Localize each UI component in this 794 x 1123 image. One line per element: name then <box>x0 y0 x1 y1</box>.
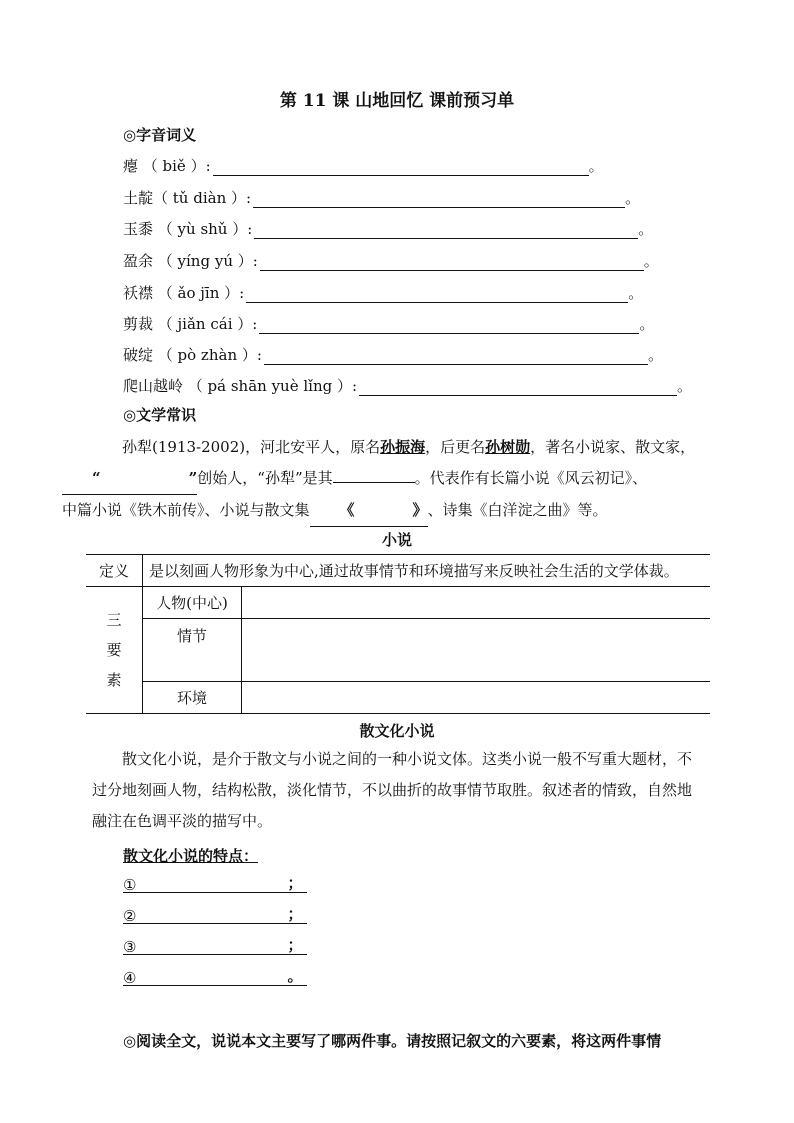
table-row <box>86 619 710 682</box>
vocab-item <box>123 155 604 176</box>
element-setting-answer[interactable] <box>242 682 711 714</box>
literature-paragraph <box>62 432 704 527</box>
original-name: 孙振海 <box>380 438 426 456</box>
feature-end: ； <box>283 907 307 924</box>
three-elements-label <box>86 587 143 714</box>
answer-blank[interactable] <box>213 159 589 176</box>
answer-blank[interactable] <box>253 191 625 208</box>
feature-item <box>123 938 307 955</box>
label-char: 三 <box>106 611 122 629</box>
vocab-item <box>123 218 653 239</box>
lit-text: 。代表作有长篇小说《风云初记》、 <box>414 469 648 487</box>
vocab-end: 。 <box>677 377 693 395</box>
answer-blank[interactable] <box>264 348 648 365</box>
school-blank[interactable] <box>62 463 197 495</box>
element-character-answer[interactable] <box>242 587 711 619</box>
element-setting: 环境 <box>143 682 242 714</box>
vocab-item <box>123 250 659 271</box>
answer-blank[interactable] <box>254 222 638 239</box>
feature-number: ④ <box>123 969 137 987</box>
book-close: 》 <box>412 501 428 519</box>
pen-name-blank[interactable] <box>333 468 415 483</box>
vocab-end: 。 <box>643 252 659 270</box>
feature-blank[interactable] <box>123 907 283 924</box>
vocab-end: 。 <box>588 157 604 175</box>
lit-text: 中篇小说《铁木前传》、小说与散文集 <box>62 501 310 519</box>
vocab-word: 玉黍 （ yù shǔ ）: <box>123 220 253 238</box>
definition-text: 是以刻画人物形象为中心,通过故事情节和环境描写来反映社会生活的文学体裁。 <box>143 555 711 587</box>
novel-heading: 小说 <box>381 531 412 549</box>
vocab-word: 爬山越岭 （ pá shān yuè lǐng ）: <box>123 377 358 395</box>
vocab-word: 破绽 （ pò zhàn ）: <box>123 346 262 364</box>
label-char: 素 <box>106 671 122 689</box>
lit-text: 孙犁(1913-2002)，河北安平人，原名 <box>122 438 381 456</box>
vocab-end: 。 <box>639 315 655 333</box>
element-character: 人物(中心) <box>143 587 242 619</box>
page-title: 第 11 课 山地回忆 课前预习单 <box>279 91 515 111</box>
vocab-end: 。 <box>628 284 644 302</box>
vocab-word: 盈余 （ yíng yú ）: <box>123 252 258 270</box>
feature-blank[interactable] <box>123 938 283 955</box>
answer-blank[interactable] <box>246 286 628 303</box>
vocab-item <box>123 187 640 208</box>
vocab-item <box>123 282 643 303</box>
vocab-item <box>123 375 692 396</box>
prose-novel-paragraph: 散文化小说，是介于散文与小说之间的一种小说文体。这类小说一般不写重大题材，不过分地刻画人物，结构松散，淡化情节，不以曲折的故事情节取胜。叙述者的情致，自然地融注在色调平淡的描写中。 <box>92 750 693 830</box>
table-row <box>86 555 710 587</box>
vocab-item <box>123 313 654 334</box>
vocab-word: 袄襟 （ ǎo jīn ）: <box>123 284 245 302</box>
quote-open: “ <box>92 469 101 487</box>
answer-blank[interactable] <box>359 379 677 396</box>
vocab-end: 。 <box>625 189 641 207</box>
label-char: 要 <box>106 641 122 659</box>
table-row <box>86 682 710 714</box>
answer-blank[interactable] <box>259 317 639 334</box>
vocab-word: 剪裁 （ jiǎn cái ）: <box>123 315 258 333</box>
feature-number: ② <box>123 907 137 925</box>
feature-item <box>123 907 307 924</box>
feature-end: ； <box>283 938 307 955</box>
lit-text: 创始人，“孙犁”是其 <box>197 469 333 487</box>
section-heading-literature: ◎文学常识 <box>123 406 197 424</box>
new-name: 孙树勋 <box>485 438 531 456</box>
feature-end: ； <box>283 876 307 893</box>
vocab-word: 土靛（ tǔ diàn ）: <box>123 189 252 207</box>
element-plot-answer[interactable] <box>242 619 711 682</box>
feature-item <box>123 969 307 986</box>
quote-close: ” <box>188 469 198 487</box>
answer-blank[interactable] <box>260 254 644 271</box>
novel-table <box>86 554 710 714</box>
lit-text: 、诗集《白洋淀之曲》等。 <box>427 501 608 519</box>
feature-blank[interactable] <box>123 876 283 893</box>
feature-number: ① <box>123 876 137 894</box>
element-plot: 情节 <box>143 619 242 682</box>
definition-label: 定义 <box>86 555 143 587</box>
vocab-end: 。 <box>638 220 654 238</box>
collection-blank[interactable] <box>310 495 428 527</box>
lit-text: ，著名小说家、散文家， <box>530 438 696 456</box>
feature-blank[interactable] <box>123 969 283 986</box>
book-open: 《 <box>339 501 355 519</box>
feature-end: 。 <box>283 969 307 986</box>
vocab-word: 瘪 （ biě ）: <box>123 157 211 175</box>
section-heading-vocab: ◎字音词义 <box>123 126 197 144</box>
feature-item <box>123 876 307 893</box>
feature-number: ③ <box>123 938 137 956</box>
vocab-item <box>123 344 663 365</box>
prose-novel-heading: 散文化小说 <box>359 722 435 740</box>
vocab-end: 。 <box>647 346 663 364</box>
lit-text: ，后更名 <box>425 438 486 456</box>
table-row <box>86 587 710 619</box>
features-heading: 散文化小说的特点： <box>123 847 259 865</box>
reading-task: ◎阅读全文，说说本文主要写了哪两件事。请按照记叙文的六要素，将这两件事情 <box>123 1032 662 1050</box>
